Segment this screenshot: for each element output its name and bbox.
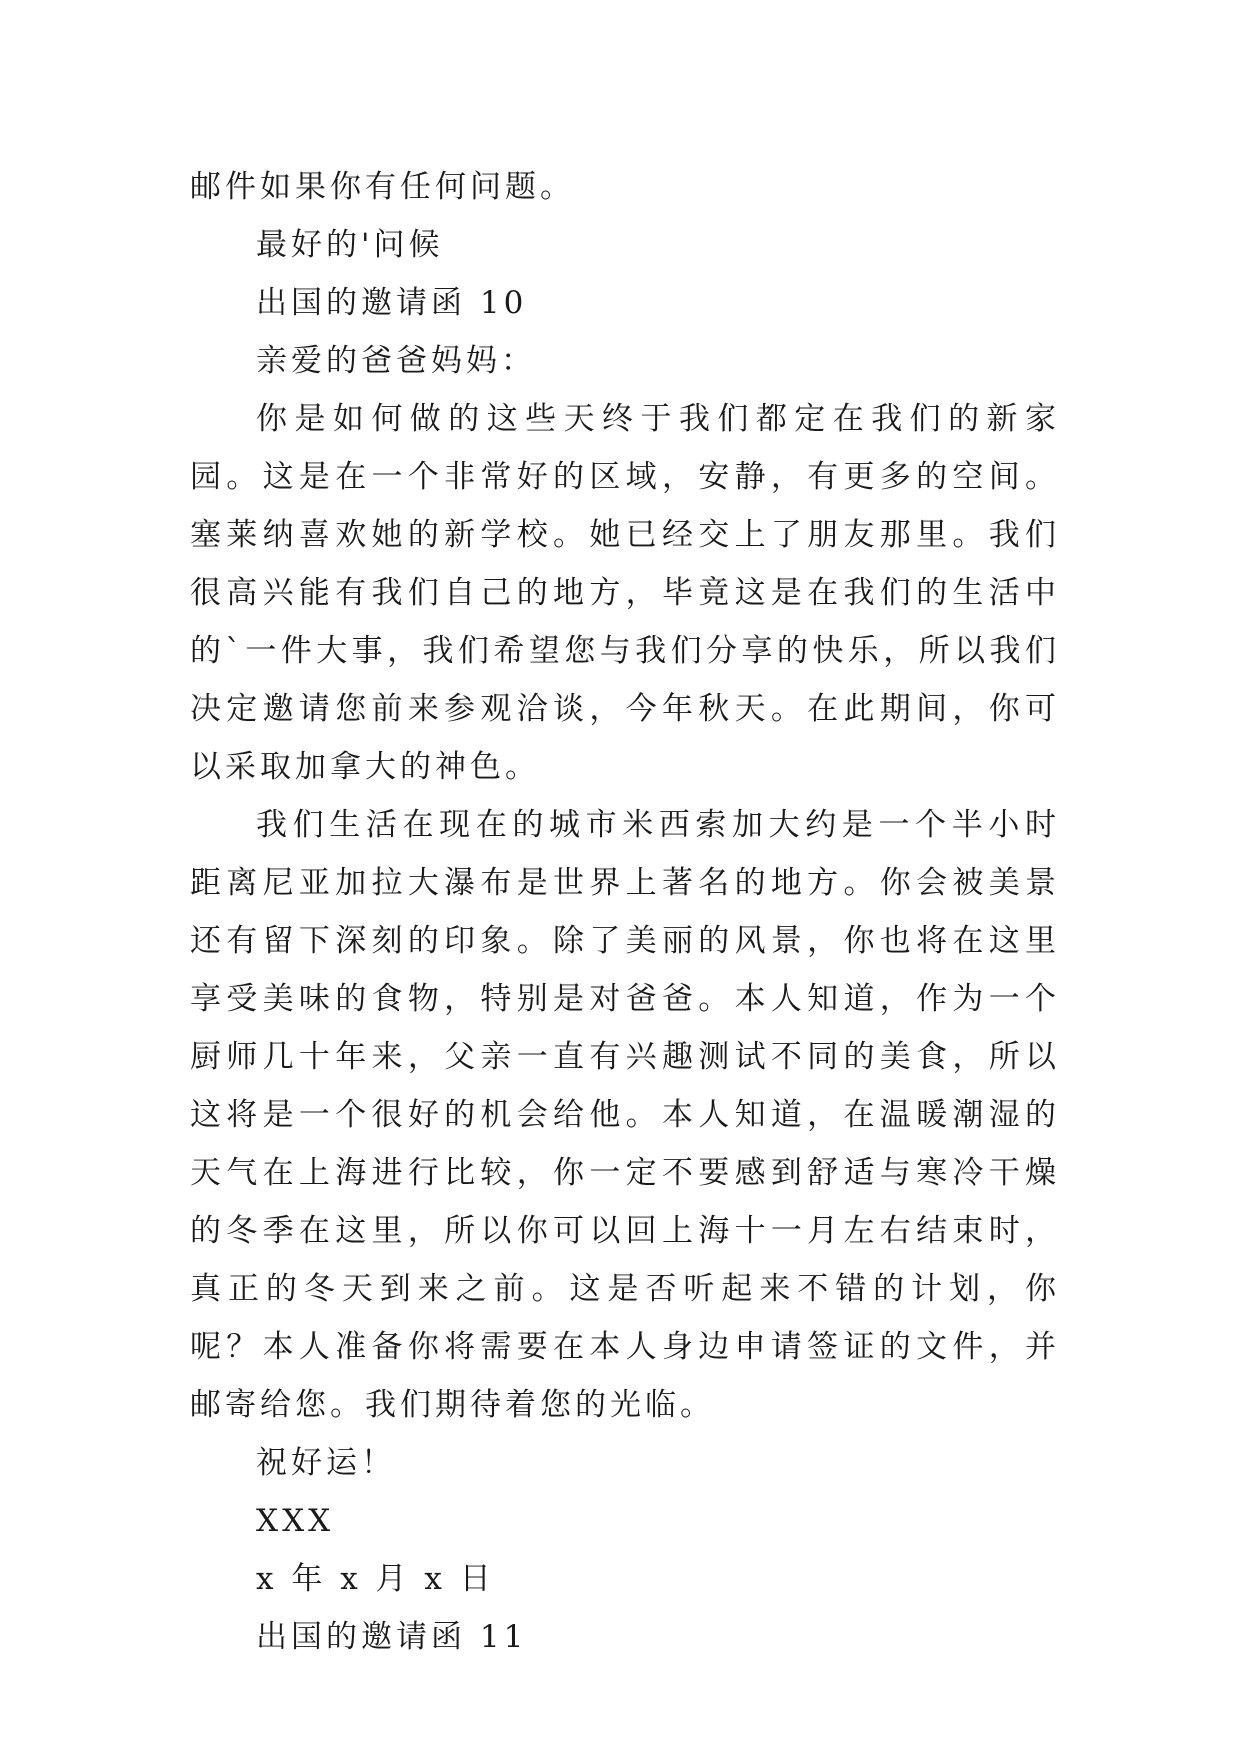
regards-line: 最好的'问候	[256, 227, 444, 263]
letter-heading-11: 出国的邀请函 11	[256, 1619, 528, 1655]
document-body	[190, 158, 1060, 1666]
closing-line: 祝好运！	[256, 1445, 396, 1481]
salutation-line: 亲爱的爸爸妈妈：	[256, 343, 536, 379]
body-paragraph-1: 你是如何做的这些天终于我们都定在我们的新家园。这是在一个非常好的区域，安静，有更多的空间。塞莱纳喜欢她的新学校。她已经交上了朋友那里。我们很高兴能有我们自己的地方，毕竟这是在我们的生活中的`一件大事，我们希望您与我们分享的快乐，所以我们决定邀请您前来参观洽谈，今年秋天。在此期间，你可以采取加拿大的神色。	[190, 401, 1060, 785]
continuation-line: 邮件如果你有任何问题。	[190, 169, 575, 205]
date-line: x 年 x 月 x 日	[256, 1561, 495, 1597]
signature-line: XXX	[256, 1503, 335, 1539]
letter-heading-10: 出国的邀请函 10	[256, 285, 528, 321]
body-paragraph-2: 我们生活在现在的城市米西索加大约是一个半小时距离尼亚加拉大瀑布是世界上著名的地方。你会被美景还有留下深刻的印象。除了美丽的风景，你也将在这里享受美味的食物，特别是对爸爸。本人知道，作为一个厨师几十年来，父亲一直有兴趣测试不同的美食，所以这将是一个很好的机会给他。本人知道，在温暖潮湿的天气在上海进行比较，你一定不要感到舒适与寒冷干燥的冬季在这里，所以你可以回上海十一月左右结束时，真正的冬天到来之前。这是否听起来不错的计划，你呢？本人准备你将需要在本人身边申请签证的文件，并邮寄给您。我们期待着您的光临。	[190, 807, 1060, 1423]
